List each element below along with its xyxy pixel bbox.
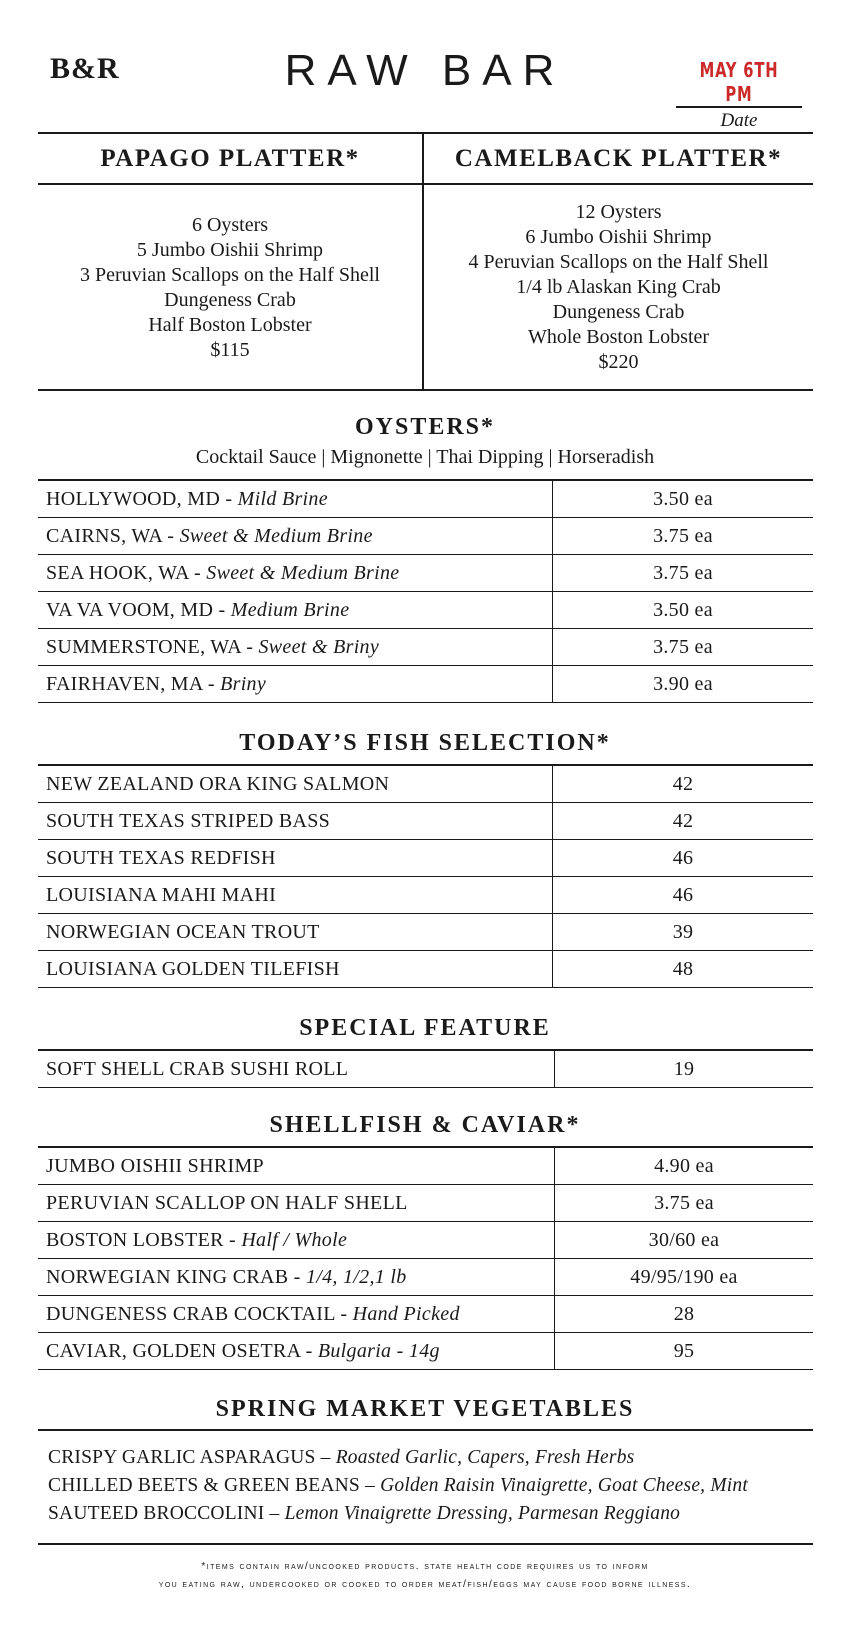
item-name-cell	[38, 765, 553, 803]
camelback-platter-title: CAMELBACK PLATTER*	[454, 145, 783, 172]
footer-rule	[38, 1543, 813, 1545]
date-underline	[676, 106, 802, 108]
table-row	[38, 914, 813, 951]
item-name: SOUTH TEXAS STRIPED BASS	[46, 809, 331, 832]
item-description: Medium Brine	[230, 598, 350, 621]
item-separator: -	[162, 524, 180, 547]
date-value: MAY 6TH PM	[699, 58, 779, 106]
item-description: Bulgaria - 14g	[317, 1339, 440, 1362]
table-row	[38, 877, 813, 914]
item-price: 3.90 ea	[553, 666, 814, 703]
platter-item: Dungeness Crab	[164, 289, 296, 311]
item-price: 46	[553, 877, 814, 914]
item-price: 30/60 ea	[555, 1222, 814, 1259]
vegetable-description: Roasted Garlic, Capers, Fresh Herbs	[335, 1447, 635, 1468]
item-name: SUMMERSTONE, WA	[46, 635, 241, 658]
platter-item: 4 Peruvian Scallops on the Half Shell	[468, 251, 769, 273]
item-name: LOUISIANA MAHI MAHI	[46, 883, 277, 906]
item-price: 19	[555, 1050, 814, 1088]
item-description: 1/4, 1/2,1 lb	[305, 1265, 407, 1288]
item-name: SOUTH TEXAS REDFISH	[46, 846, 276, 869]
table-row	[38, 1147, 813, 1185]
platter-item: $115	[210, 339, 250, 361]
item-name-cell	[38, 840, 553, 877]
item-name: NEW ZEALAND ORA KING SALMON	[46, 772, 390, 795]
item-name-cell	[38, 1296, 555, 1333]
item-name: FAIRHAVEN, MA	[46, 672, 203, 695]
vegetable-separator: –	[264, 1503, 285, 1524]
item-price: 46	[553, 840, 814, 877]
item-price: 3.50 ea	[553, 480, 814, 518]
oysters-heading: OYSTERS*	[354, 414, 496, 440]
item-description: Half / Whole	[241, 1228, 348, 1251]
vegetables-heading: SPRING MARKET VEGETABLES	[215, 1396, 635, 1422]
item-name-cell	[38, 555, 553, 592]
item-price: 3.50 ea	[553, 592, 814, 629]
item-name: DUNGENESS CRAB COCKTAIL	[46, 1302, 336, 1325]
item-separator: -	[300, 1339, 318, 1362]
platter-item: 12 Oysters	[575, 201, 662, 223]
vegetable-item	[48, 1472, 748, 1500]
vegetable-name: CRISPY GARLIC ASPARAGUS	[48, 1447, 316, 1468]
item-name: HOLLYWOOD, MD	[46, 487, 221, 510]
platter-item: 6 Oysters	[191, 214, 269, 236]
table-row	[38, 1333, 813, 1370]
item-price: 28	[555, 1296, 814, 1333]
item-name-cell	[38, 480, 553, 518]
item-price: 42	[553, 803, 814, 840]
item-name-cell	[38, 1147, 555, 1185]
table-row	[38, 1222, 813, 1259]
item-name-cell	[38, 1222, 555, 1259]
table-row	[38, 629, 813, 666]
item-name-cell	[38, 1185, 555, 1222]
vegetable-item	[48, 1500, 748, 1528]
platter-item: 3 Peruvian Scallops on the Half Shell	[80, 264, 380, 286]
item-name-cell	[38, 592, 553, 629]
table-row	[38, 1185, 813, 1222]
item-name-cell	[38, 629, 553, 666]
vegetable-name: CHILLED BEETS & GREEN BEANS	[48, 1475, 360, 1496]
item-name-cell	[38, 1333, 555, 1370]
table-row	[38, 1259, 813, 1296]
item-separator: -	[223, 1228, 242, 1251]
table-row	[38, 803, 813, 840]
platter-item: Dungeness Crab	[552, 301, 685, 323]
table-row	[38, 555, 813, 592]
item-name: SOFT SHELL CRAB SUSHI ROLL	[46, 1057, 349, 1080]
table-row	[38, 1050, 813, 1088]
item-price: 48	[553, 951, 814, 988]
item-name-cell	[38, 1050, 555, 1088]
item-name: VA VA VOOM, MD	[46, 598, 214, 621]
shellfish-heading: SHELLFISH & CAVIAR*	[269, 1112, 581, 1138]
table-row	[38, 518, 813, 555]
item-name-cell	[38, 803, 553, 840]
item-name: CAVIAR, GOLDEN OSETRA	[46, 1339, 301, 1362]
item-name: PERUVIAN SCALLOP ON HALF SHELL	[46, 1191, 408, 1214]
item-price: 42	[553, 765, 814, 803]
item-description: Hand Picked	[352, 1302, 460, 1325]
restaurant-logo: B&R	[50, 52, 120, 85]
item-price: 95	[555, 1333, 814, 1370]
camelback-platter-items	[424, 200, 813, 375]
item-name-cell	[38, 518, 553, 555]
platter-item: 1/4 lb Alaskan King Crab	[516, 276, 721, 298]
platter-bottom-rule	[38, 389, 813, 391]
item-price: 49/95/190 ea	[555, 1259, 814, 1296]
item-name-cell	[38, 877, 553, 914]
item-name-cell	[38, 914, 553, 951]
special-heading: SPECIAL FEATURE	[299, 1015, 551, 1041]
platter-item: Half Boston Lobster	[148, 314, 312, 336]
date-field	[676, 58, 802, 132]
oysters-sauces: Cocktail Sauce | Mignonette | Thai Dipping | Horseradish	[195, 446, 655, 468]
item-name-cell	[38, 951, 553, 988]
page-title: RAW BAR	[284, 46, 566, 95]
item-name: NORWEGIAN KING CRAB	[46, 1265, 289, 1288]
table-row	[38, 1296, 813, 1333]
item-separator: -	[202, 672, 221, 695]
table-row	[38, 480, 813, 518]
vegetable-name: SAUTEED BROCCOLINI	[48, 1503, 265, 1524]
item-description: Sweet & Medium Brine	[206, 561, 400, 584]
platter-item: 6 Jumbo Oishii Shrimp	[525, 226, 712, 248]
item-separator: -	[240, 635, 259, 658]
platter-header-rule	[38, 183, 813, 185]
item-name: JUMBO OISHII SHRIMP	[46, 1154, 264, 1177]
item-price: 3.75 ea	[553, 555, 814, 592]
shellfish-table	[38, 1146, 813, 1370]
papago-platter-title: PAPAGO PLATTER*	[100, 145, 360, 172]
item-description: Briny	[220, 672, 267, 695]
vegetable-description: Golden Raisin Vinaigrette, Goat Cheese, Mint	[380, 1475, 748, 1496]
fish-table	[38, 764, 813, 988]
item-separator: -	[288, 1265, 306, 1288]
papago-platter-items	[38, 213, 422, 363]
table-row	[38, 666, 813, 703]
vegetables-list	[48, 1444, 748, 1528]
item-name: CAIRNS, WA	[46, 524, 162, 547]
table-row	[38, 765, 813, 803]
item-separator: -	[213, 598, 231, 621]
item-price: 3.75 ea	[555, 1185, 814, 1222]
vegetable-separator: –	[359, 1475, 381, 1496]
item-name: NORWEGIAN OCEAN TROUT	[46, 920, 320, 943]
table-row	[38, 951, 813, 988]
item-price: 4.90 ea	[555, 1147, 814, 1185]
item-name: SEA HOOK, WA	[46, 561, 189, 584]
vegetable-separator: –	[315, 1447, 336, 1468]
item-separator: -	[335, 1302, 353, 1325]
table-row	[38, 840, 813, 877]
item-description: Mild Brine	[237, 487, 328, 510]
health-notice-line1: *items contain raw/uncooked products. state health code requires us to inform	[201, 1560, 649, 1572]
oysters-table	[38, 479, 813, 703]
platter-item: $220	[598, 351, 639, 373]
special-table	[38, 1049, 813, 1088]
item-description: Sweet & Medium Brine	[179, 524, 373, 547]
vegetables-top-rule	[38, 1429, 813, 1431]
vegetable-item	[48, 1444, 748, 1472]
health-notice-line2: you eating raw, undercooked or cooked to order meat/fish/eggs may cause food borne illness.	[158, 1578, 692, 1590]
platter-item: Whole Boston Lobster	[527, 326, 710, 348]
item-price: 3.75 ea	[553, 518, 814, 555]
item-price: 39	[553, 914, 814, 951]
vegetable-description: Lemon Vinaigrette Dressing, Parmesan Reggiano	[284, 1503, 681, 1524]
item-description: Sweet & Briny	[258, 635, 380, 658]
platter-top-rule	[38, 132, 813, 134]
platter-item: 5 Jumbo Oishii Shrimp	[136, 239, 324, 261]
table-row	[38, 592, 813, 629]
item-separator: -	[220, 487, 238, 510]
item-name: BOSTON LOBSTER	[46, 1228, 224, 1251]
item-price: 3.75 ea	[553, 629, 814, 666]
date-label: Date	[720, 109, 758, 131]
item-separator: -	[188, 561, 207, 584]
item-name-cell	[38, 666, 553, 703]
health-notice	[0, 1557, 850, 1593]
item-name-cell	[38, 1259, 555, 1296]
item-name: LOUISIANA GOLDEN TILEFISH	[46, 957, 340, 980]
fish-heading: TODAY’S FISH SELECTION*	[239, 730, 611, 756]
